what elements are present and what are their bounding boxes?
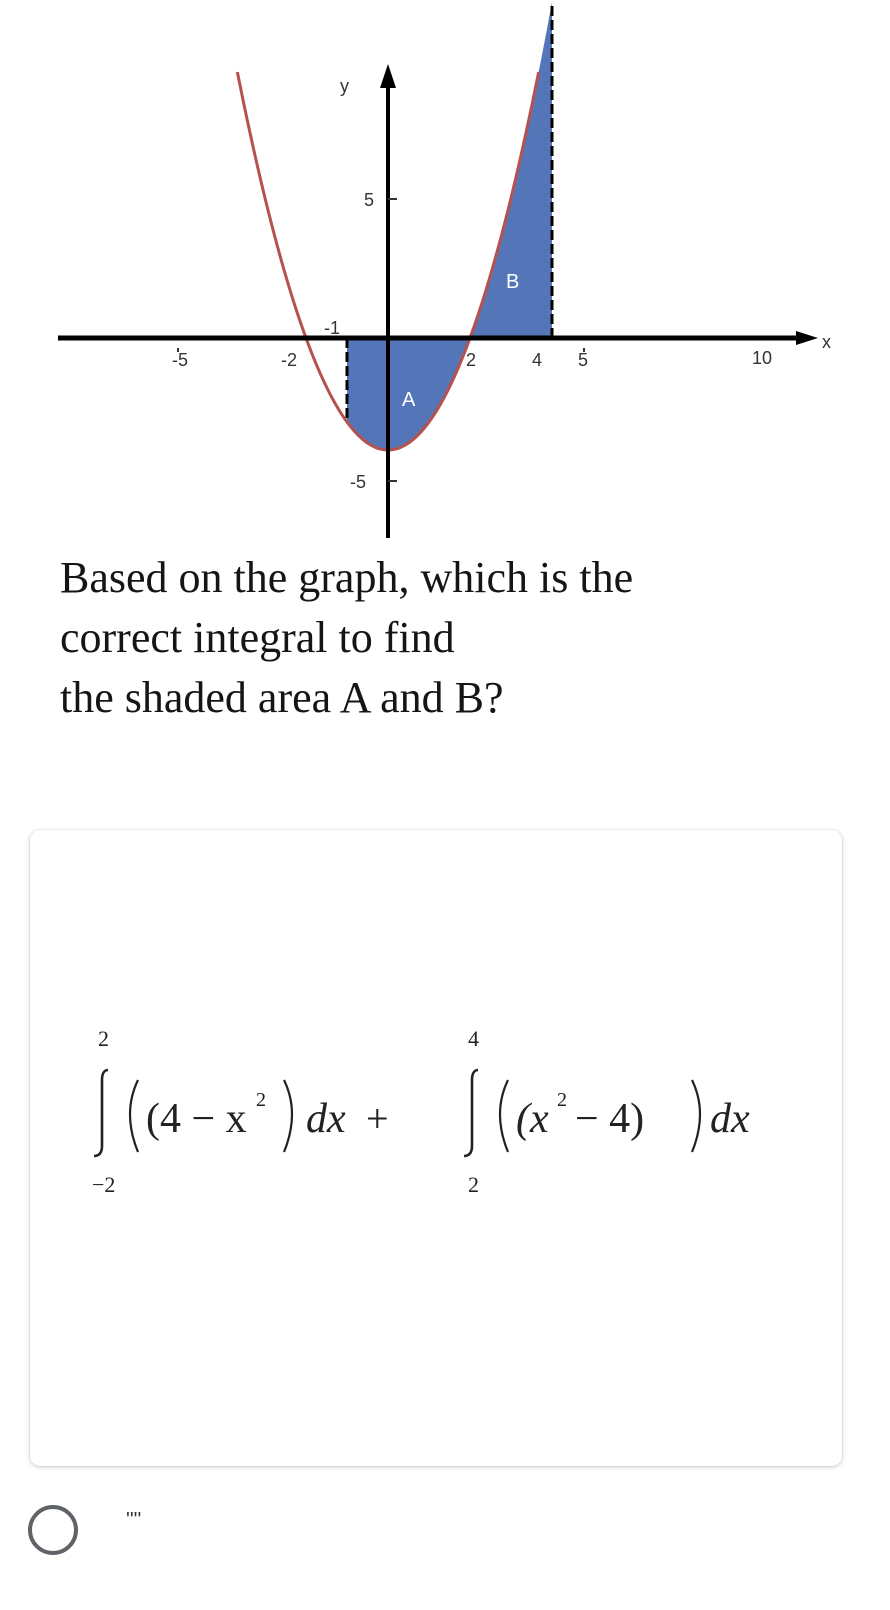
x-tick-label-4: 4 [532,350,543,370]
paren-1-open [130,1080,138,1152]
paren-2-open [500,1080,508,1152]
region-label-b: B [506,271,520,293]
plus-sign: + [366,1096,389,1141]
radio-label: '''' [126,1509,142,1531]
x-tick-label-neg1: -1 [324,318,341,338]
integral-2-sign [464,1070,478,1156]
x-tick-label-10: 10 [752,348,773,368]
question-text [60,548,820,728]
x-tick-label-neg5: -5 [172,350,189,370]
integral-1-upper-limit: 2 [98,1026,109,1051]
y-axis-arrow [380,64,396,88]
integral-2-rest: − 4) [575,1096,645,1142]
x-tick-label-5: 5 [578,350,589,370]
shaded-regions [347,2,552,450]
paren-1-close [284,1080,292,1152]
x-axis-arrow [796,331,818,345]
integral-2-dx: dx [710,1096,750,1142]
integral-2-base: (x [516,1096,549,1142]
integral-1-sign [94,1070,108,1156]
question-line-3: the shaded area A and B? [60,673,504,722]
integral-1-exponent: 2 [256,1089,266,1111]
question-line-1: Based on the graph, which is the [60,553,634,602]
y-tick-label-neg5: -5 [350,472,367,492]
answer-option-row[interactable] [28,1505,328,1565]
axes [58,64,818,538]
integral-2-lower-limit: 2 [468,1172,479,1197]
integral-1-lower-limit: −2 [92,1172,116,1197]
y-tick-label-5: 5 [364,190,375,210]
integral-2-exponent: 2 [557,1089,567,1111]
integral-1-dx: dx [306,1096,346,1142]
question-line-2: correct integral to find [60,613,455,662]
x-tick-label-2: 2 [466,350,477,370]
x-axis-label: x [822,332,831,352]
x-tick-label-neg2: -2 [281,350,298,370]
integral-2-upper-limit: 4 [468,1026,479,1051]
radio-button[interactable] [28,1505,78,1555]
paren-2-close [692,1080,700,1152]
function-graph [0,0,890,560]
integral-1-integrand: (4 − x [146,1096,247,1142]
y-axis-label: y [340,76,349,96]
integral-formula [30,830,842,1466]
answer-option-card[interactable] [30,830,842,1466]
region-label-a: A [402,389,416,411]
